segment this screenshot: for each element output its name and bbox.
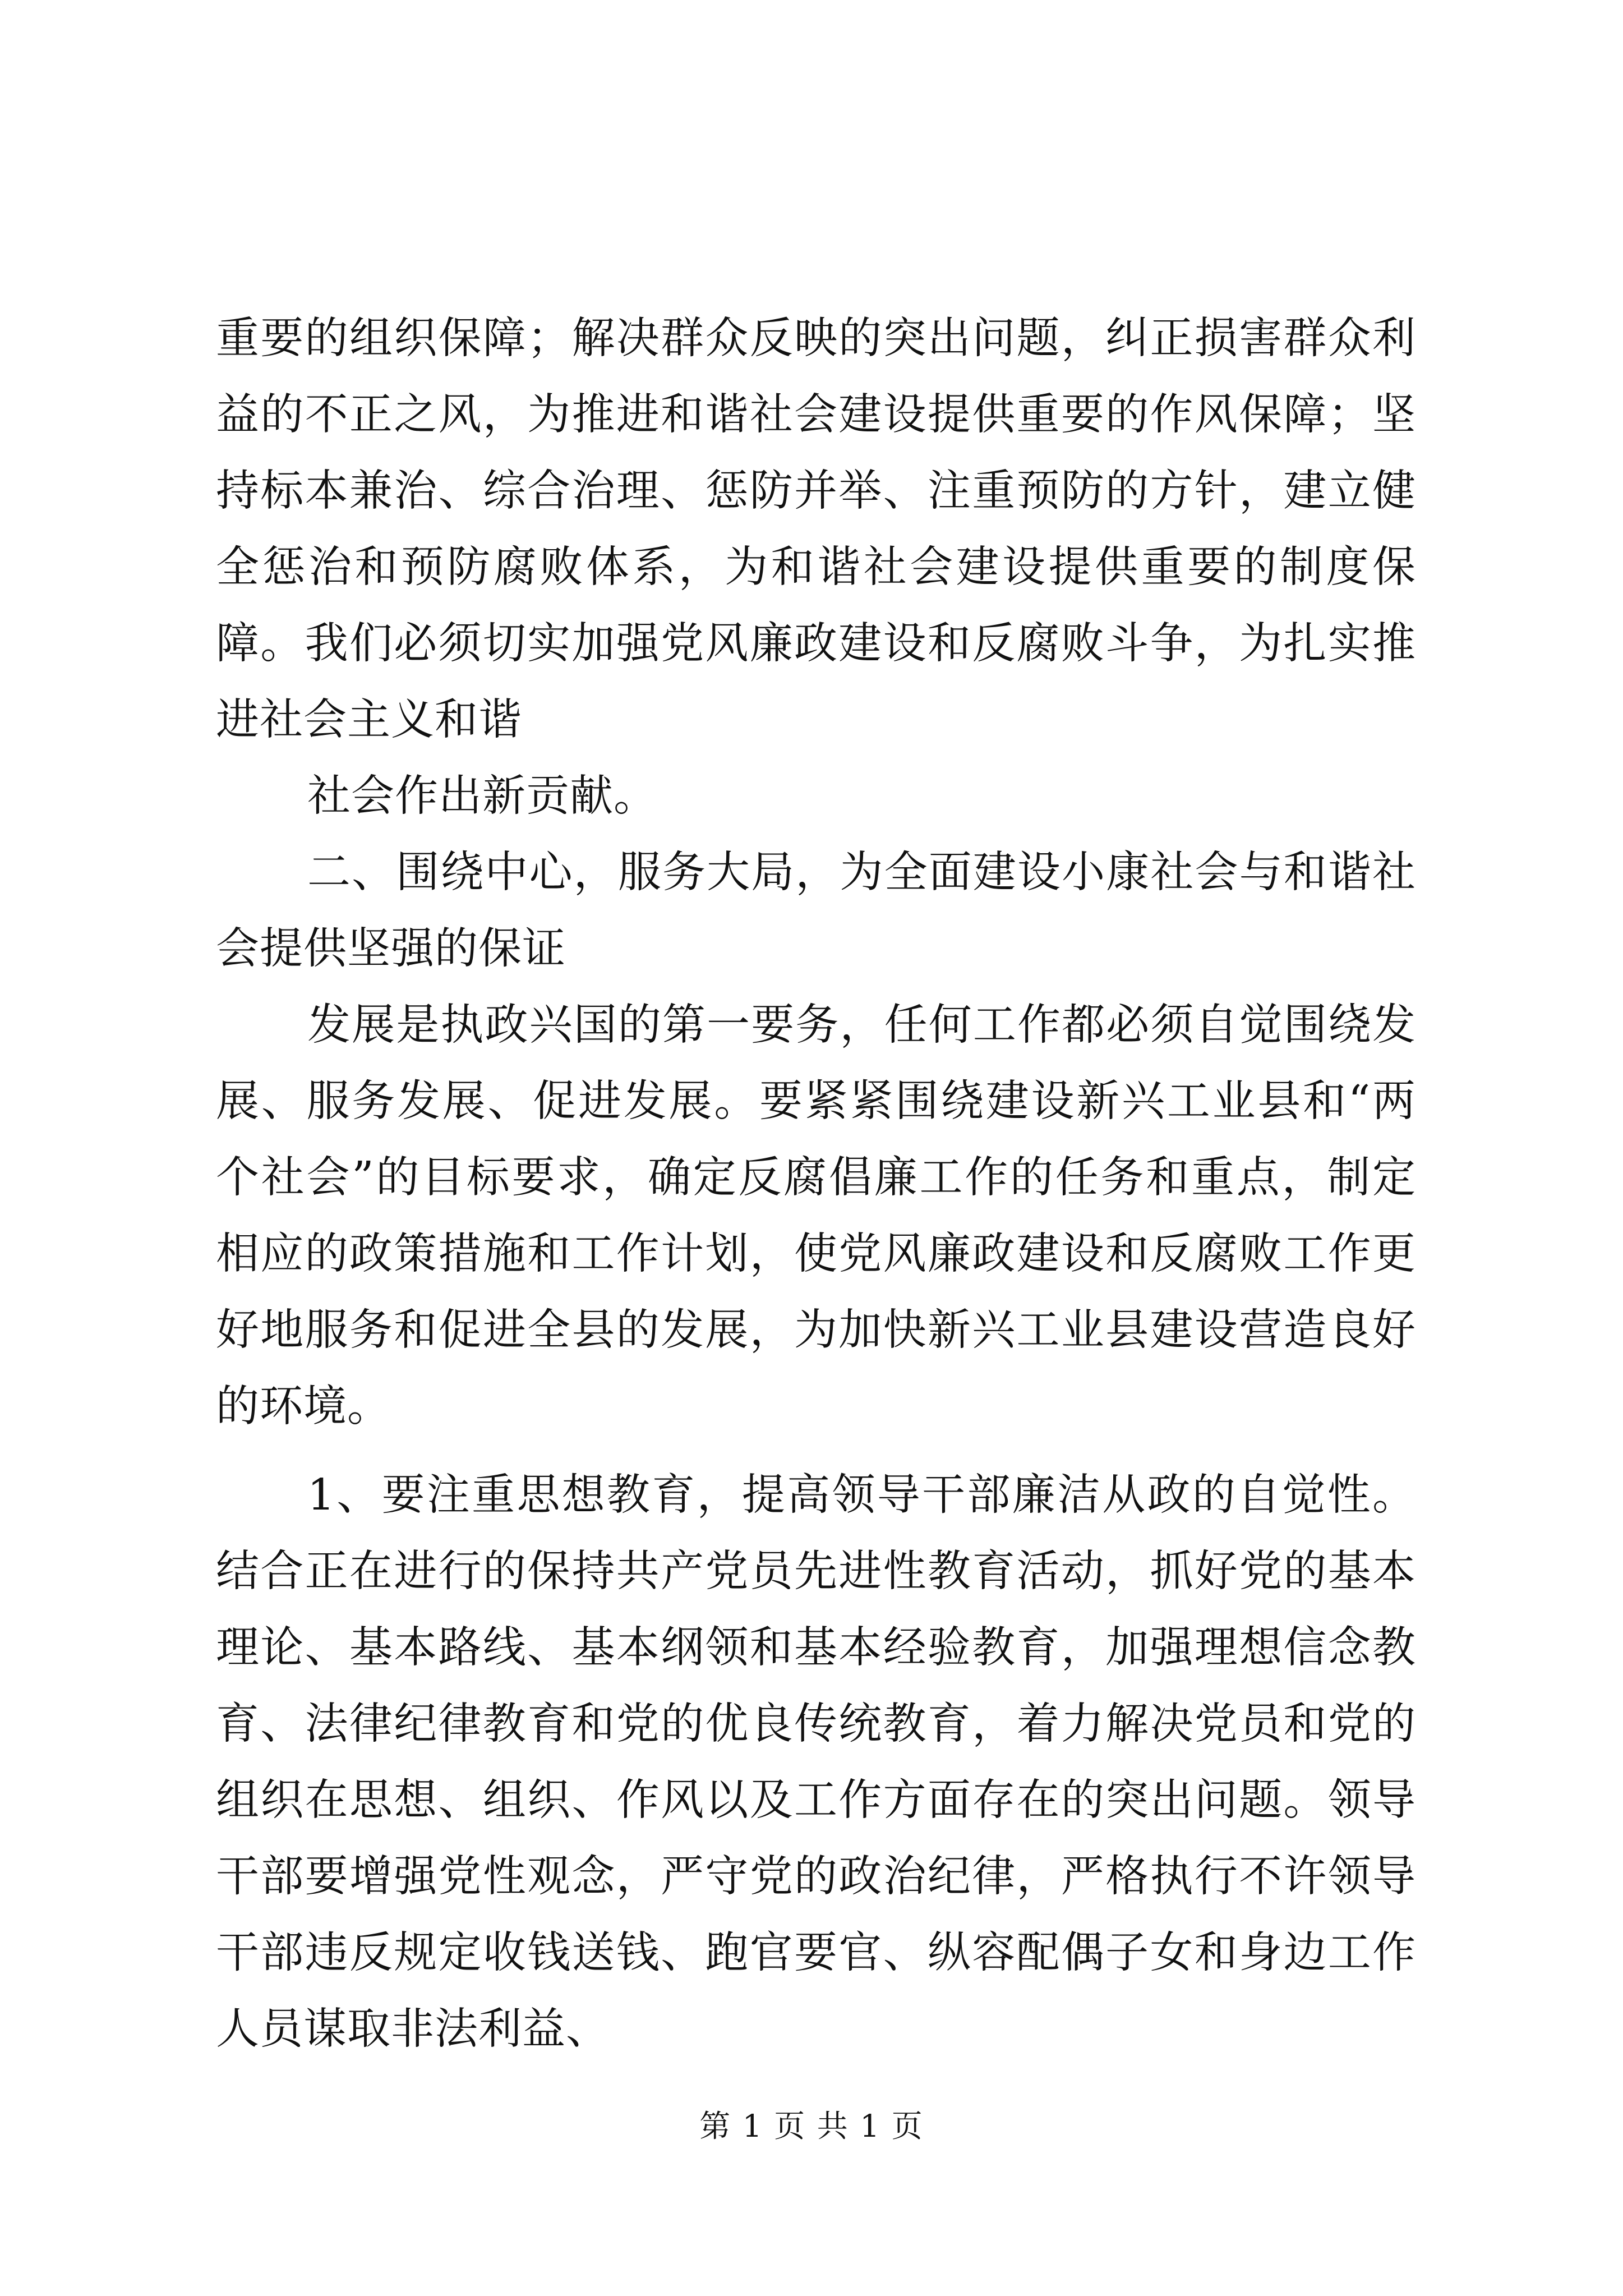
paragraph-3: 发展是执政兴国的第一要务，任何工作都必须自觉围绕发展、服务发展、促进发展。要紧紧围绕建设新兴工业县和“两个社会”的目标要求，确定反腐倡廉工作的任务和重点，制定相应的政策措施和工作计划，使党风廉政建设和反腐败工作更好地服务和促进全县的发展，为加快新兴工业县建设营造良好的环境。 <box>216 1000 1416 1432</box>
paragraph-4: 1、要注重思想教育，提高领导干部廉洁从政的自觉性。结合正在进行的保持共产党员先进性教育活动，抓好党的基本理论、基本路线、基本纲领和基本经验教育，加强理想信念教育、法律纪律教育和党的优良传统教育，着力解决党员和党的组织在思想、组织、作风以及工作方面存在的突出问题。领导干部要增强党性观念，严守党的政治纪律，严格执行不许领导干部违反规定收钱送钱、跑官要官、纵容配偶子女和身边工作人员谋取非法利益、 <box>216 1470 1416 2054</box>
page-footer <box>0 2106 1623 2146</box>
section-heading-2: 二、围绕中心，服务大局，为全面建设小康社会与和谐社会提供坚强的保证 <box>216 848 1416 974</box>
document-body <box>216 301 1416 2068</box>
page-number-label: 第 1 页 共 1 页 <box>699 2108 924 2144</box>
paragraph-1: 重要的组织保障；解决群众反映的突出问题，纠正损害群众利益的不正之风，为推进和谐社会建设提供重要的作风保障；坚持标本兼治、综合治理、惩防并举、注重预防的方针，建立健全惩治和预防腐败体系，为和谐社会建设提供重要的制度保障。我们必须切实加强党风廉政建设和反腐败斗争，为扎实推进社会主义和谐 <box>216 314 1416 745</box>
paragraph-2: 社会作出新贡献。 <box>307 771 657 821</box>
